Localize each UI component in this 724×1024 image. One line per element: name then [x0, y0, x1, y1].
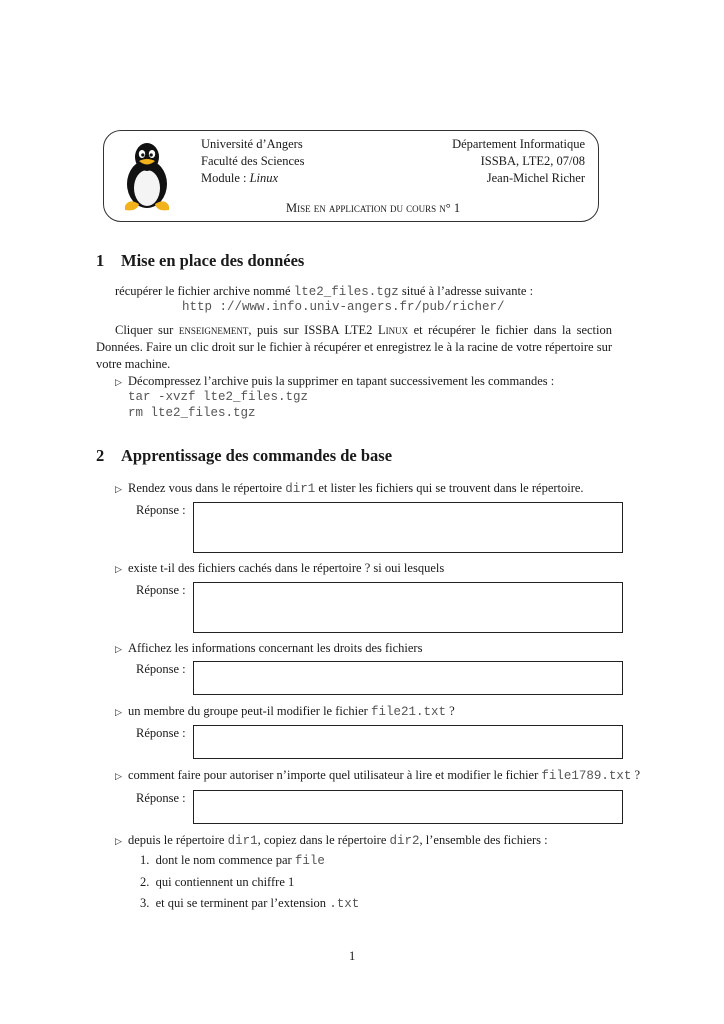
header-author: Jean-Michel Richer [486, 171, 585, 185]
header-university: Université d’Angers [201, 137, 303, 151]
answer-label: Réponse : [136, 726, 186, 740]
triangle-bullet-icon: ▷ [115, 377, 122, 387]
answer-box-4[interactable] [193, 725, 623, 759]
answer-box-1[interactable] [193, 502, 623, 553]
answer-label: Réponse : [136, 791, 186, 805]
page-number: 1 [349, 949, 356, 963]
archive-url: http ://www.info.univ-angers.fr/pub/richer/ [182, 300, 505, 314]
header-module: Module : Linux [201, 171, 279, 185]
document-subtitle: Mise en application du cours n° 1 [286, 201, 461, 215]
section-1-intro: récupérer le fichier archive nommé lte2_files.tgz situé à l’adresse suivante : [115, 284, 534, 299]
answer-box-5[interactable] [193, 790, 623, 824]
list-item: 1. dont le nom commence par file [140, 853, 325, 868]
triangle-bullet-icon: ▷ [115, 707, 122, 717]
question-6: ▷ depuis le répertoire dir1, copiez dans le répertoire dir2, l’ensemble des fichiers : [115, 833, 548, 848]
triangle-bullet-icon: ▷ [115, 564, 122, 574]
header-department: Département Informatique [452, 137, 585, 151]
question-2: ▷ existe t-il des fichiers cachés dans le répertoire ? si oui lesquels [115, 561, 445, 575]
answer-box-3[interactable] [193, 661, 623, 695]
command-tar: tar -xvzf lte2_files.tgz [128, 390, 309, 404]
list-item: 2. qui contiennent un chiffre 1 [140, 875, 295, 889]
triangle-bullet-icon: ▷ [115, 484, 122, 494]
section-2-heading: 2 Apprentissage des commandes de base [96, 446, 393, 465]
answer-box-2[interactable] [193, 582, 623, 633]
triangle-bullet-icon: ▷ [115, 771, 122, 781]
header-course: ISSBA, LTE2, 07/08 [480, 154, 585, 168]
section-1-instructions: Cliquer sur enseignement, puis sur ISSBA LTE2 Linux et récupérer le fichier dans la section Données. Faire un clic droit sur le fichier à récupérer et enregistrez le à la racine de votre répertoire sur votre machine. [96, 323, 612, 371]
answer-label: Réponse : [136, 503, 186, 517]
answer-label: Réponse : [136, 662, 186, 676]
question-1: ▷ Rendez vous dans le répertoire dir1 et lister les fichiers qui se trouvent dans le répertoire. [115, 481, 584, 496]
question-3: ▷ Affichez les informations concernant les droits des fichiers [115, 641, 423, 655]
triangle-bullet-icon: ▷ [115, 644, 122, 654]
command-rm: rm lte2_files.tgz [128, 406, 256, 420]
bullet-decompress: ▷ Décompressez l’archive puis la supprimer en tapant successivement les commandes : [115, 374, 555, 388]
tux-penguin-logo [117, 140, 177, 214]
answer-label: Réponse : [136, 583, 186, 597]
question-4: ▷ un membre du groupe peut-il modifier le fichier file21.txt ? [115, 704, 455, 719]
list-item: 3. et qui se terminent par l’extension .txt [140, 896, 360, 911]
triangle-bullet-icon: ▷ [115, 836, 122, 846]
header-faculty: Faculté des Sciences [201, 154, 305, 168]
question-5: ▷ comment faire pour autoriser n’importe quel utilisateur à lire et modifier le fichier file1789.txt ? [115, 768, 641, 783]
section-1-heading: 1 Mise en place des données [96, 251, 305, 270]
